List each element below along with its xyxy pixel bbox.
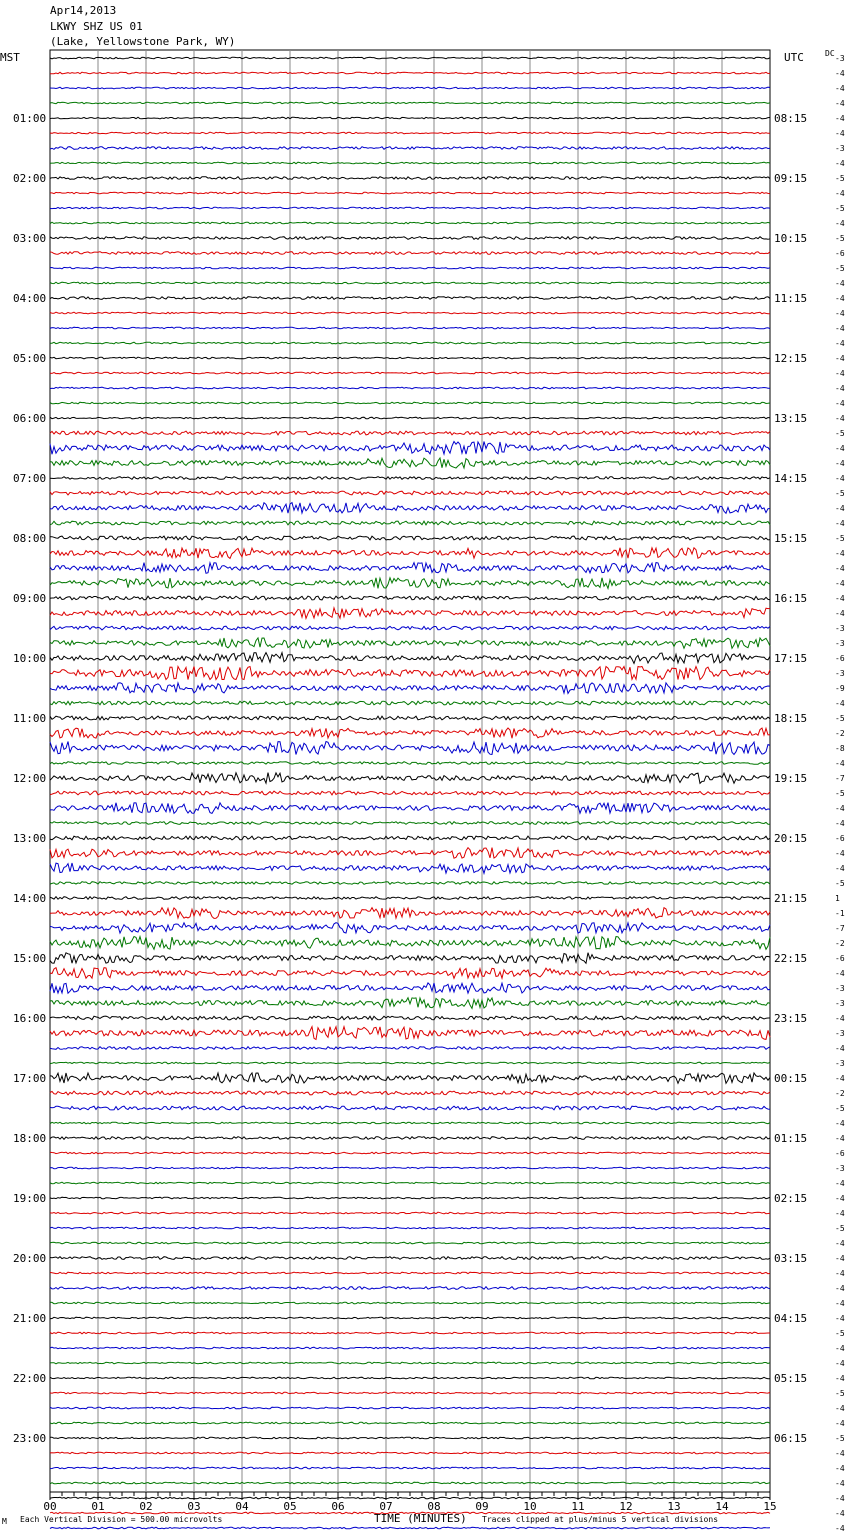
dc-offset-label: -4 <box>835 1134 845 1143</box>
dc-offset-label: -5 <box>835 714 845 723</box>
dc-offset-label: -4 <box>835 1044 845 1053</box>
seismic-trace <box>50 937 770 950</box>
dc-offset-label: -4 <box>835 369 845 378</box>
seismic-trace <box>50 822 770 825</box>
seismic-trace <box>50 762 770 765</box>
right-hour-label: 03:15 <box>774 1252 808 1265</box>
seismic-trace <box>50 1302 770 1304</box>
dc-offset-label: -4 <box>835 594 845 603</box>
left-hour-label: 13:00 <box>13 832 47 845</box>
dc-offset-label: -4 <box>835 1494 845 1503</box>
seismic-trace <box>50 1407 770 1409</box>
seismic-trace <box>50 222 770 224</box>
x-tick-label: 04 <box>235 1500 249 1513</box>
right-hour-label: 10:15 <box>774 232 808 245</box>
seismic-trace <box>50 1257 770 1260</box>
seismic-trace <box>50 548 770 559</box>
dc-offset-label: -3 <box>835 1029 845 1038</box>
left-hour-label: 11:00 <box>13 712 47 725</box>
right-hour-label: 14:15 <box>774 472 808 485</box>
right-hour-label: 11:15 <box>774 292 808 305</box>
seismic-trace <box>50 402 770 404</box>
x-tick-label: 11 <box>571 1500 585 1513</box>
seismic-trace <box>50 626 770 630</box>
right-hour-label: 18:15 <box>774 712 808 725</box>
x-tick-label: 13 <box>667 1500 681 1513</box>
right-hour-labels <box>774 112 807 1445</box>
dc-offset-label: -4 <box>835 384 845 393</box>
seismic-trace <box>50 1152 770 1154</box>
right-hour-label: 23:15 <box>774 1012 808 1025</box>
seismic-trace <box>50 578 770 589</box>
right-hour-label: 15:15 <box>774 532 808 545</box>
dc-offset-label: -3 <box>835 639 845 648</box>
dc-offset-label: -4 <box>835 189 845 198</box>
seismic-trace <box>50 908 770 919</box>
usgs-logo: M <box>2 1517 7 1526</box>
trace-group <box>50 57 770 1534</box>
plot-frame <box>50 50 770 1492</box>
right-hour-label: 01:15 <box>774 1132 808 1145</box>
seismic-trace <box>50 1287 770 1290</box>
dc-offset-label: -2 <box>835 1089 845 1098</box>
dc-offset-label: -9 <box>835 684 845 693</box>
x-tick-label: 01 <box>91 1500 105 1513</box>
seismic-trace <box>50 102 770 104</box>
seismic-trace <box>50 608 770 619</box>
seismic-trace <box>50 728 770 738</box>
seismic-trace <box>50 1422 770 1424</box>
seismic-trace <box>50 1137 770 1140</box>
dc-offset-label: -4 <box>835 1014 845 1023</box>
seismic-trace <box>50 477 770 480</box>
left-hour-label: 06:00 <box>13 412 47 425</box>
left-hour-label: 15:00 <box>13 952 47 965</box>
dc-offset-label: -4 <box>835 129 845 138</box>
right-timezone-label: UTC <box>784 51 804 64</box>
seismic-trace <box>50 791 770 795</box>
seismic-trace <box>50 683 770 694</box>
dc-offset-label: -4 <box>835 399 845 408</box>
plot-grid <box>50 50 770 1492</box>
dc-label: DC <box>825 49 835 58</box>
right-hour-label: 19:15 <box>774 772 808 785</box>
seismic-trace <box>50 1073 770 1083</box>
dc-offset-label: -4 <box>835 1194 845 1203</box>
seismic-trace <box>50 312 770 314</box>
dc-offset-label: -4 <box>835 309 845 318</box>
left-hour-label: 12:00 <box>13 772 47 785</box>
left-hour-label: 08:00 <box>13 532 47 545</box>
seismic-trace <box>50 267 770 269</box>
seismic-trace <box>50 342 770 344</box>
dc-offset-label: -2 <box>835 939 845 948</box>
seismic-trace <box>50 1197 770 1199</box>
dc-offset-label: -4 <box>835 1524 845 1533</box>
seismic-trace <box>50 1272 770 1274</box>
dc-offset-label: -4 <box>835 219 845 228</box>
dc-offset-label: -8 <box>835 744 845 753</box>
dc-offset-label: -5 <box>835 264 845 273</box>
dc-offset-label: -6 <box>835 954 845 963</box>
seismic-trace <box>50 1212 770 1214</box>
seismic-trace <box>50 417 770 419</box>
dc-offset-label: -5 <box>835 1224 845 1233</box>
x-tick-label: 03 <box>187 1500 201 1513</box>
seismic-trace <box>50 701 770 705</box>
seismic-trace <box>50 132 770 134</box>
dc-offset-label: -6 <box>835 1149 845 1158</box>
station-code: LKWY SHZ US 01 <box>50 20 143 33</box>
seismic-trace <box>50 387 770 389</box>
left-hour-label: 04:00 <box>13 292 47 305</box>
seismic-trace <box>50 1027 770 1040</box>
dc-offset-label: -4 <box>835 549 845 558</box>
dc-offset-label: -3 <box>835 984 845 993</box>
seismic-trace <box>50 117 770 119</box>
dc-offset-label: -4 <box>835 519 845 528</box>
dc-offset-label: -4 <box>835 1449 845 1458</box>
x-tick-label: 02 <box>139 1500 153 1513</box>
left-hour-label: 01:00 <box>13 112 47 125</box>
dc-offset-label: -4 <box>835 444 845 453</box>
dc-offset-label: -7 <box>835 774 845 783</box>
right-hour-label: 09:15 <box>774 172 808 185</box>
seismic-trace <box>50 297 770 300</box>
dc-offset-label: -2 <box>835 729 845 738</box>
dc-offset-label: -5 <box>835 789 845 798</box>
seismic-trace <box>50 1332 770 1334</box>
x-tick-label: 06 <box>331 1500 345 1513</box>
seismic-trace <box>50 803 770 814</box>
seismic-trace <box>50 87 770 89</box>
left-hour-labels <box>13 112 46 1445</box>
dc-offset-label: -5 <box>835 204 845 213</box>
dc-offset-label: -5 <box>835 174 845 183</box>
seismic-trace <box>50 716 770 720</box>
x-tick-label: 09 <box>475 1500 489 1513</box>
left-hour-label: 14:00 <box>13 892 47 905</box>
dc-offset-label: -1 <box>835 909 845 918</box>
left-hour-label: 07:00 <box>13 472 47 485</box>
dc-offset-label: -4 <box>835 819 845 828</box>
left-hour-label: 05:00 <box>13 352 47 365</box>
dc-offset-label: -6 <box>835 249 845 258</box>
seismic-trace <box>50 327 770 329</box>
dc-offset-label: -4 <box>835 414 845 423</box>
left-hour-label: 20:00 <box>13 1252 47 1265</box>
dc-offset-label: -4 <box>835 1344 845 1353</box>
seismic-trace <box>50 1377 770 1379</box>
seismic-trace <box>50 207 770 209</box>
dc-offset-label: -5 <box>835 1389 845 1398</box>
right-hour-label: 12:15 <box>774 352 808 365</box>
dc-offset-label: -4 <box>835 849 845 858</box>
left-hour-label: 22:00 <box>13 1372 47 1385</box>
dc-offset-label: -6 <box>835 654 845 663</box>
right-hour-label: 08:15 <box>774 112 808 125</box>
dc-offset-label: -5 <box>835 234 845 243</box>
dc-offset-label: -4 <box>835 1404 845 1413</box>
dc-offset-label: -4 <box>835 1254 845 1263</box>
left-hour-label: 23:00 <box>13 1432 47 1445</box>
right-hour-label: 16:15 <box>774 592 808 605</box>
station-location: (Lake, Yellowstone Park, WY) <box>50 35 236 48</box>
dc-offset-label: -4 <box>835 1359 845 1368</box>
seismic-trace <box>50 983 770 993</box>
x-axis-title: TIME (MINUTES) <box>374 1512 467 1525</box>
dc-offset-label: -4 <box>835 159 845 168</box>
dc-offset-label: -4 <box>835 1314 845 1323</box>
seismic-trace <box>50 1182 770 1184</box>
seismic-trace <box>50 1452 770 1454</box>
left-hour-label: 03:00 <box>13 232 47 245</box>
dc-offset-label: -4 <box>835 474 845 483</box>
right-hour-label: 13:15 <box>774 412 808 425</box>
dc-offset-label: -3 <box>835 999 845 1008</box>
seismic-trace <box>50 177 770 180</box>
dc-offset-label: -4 <box>835 1509 845 1518</box>
dc-offset-label: -4 <box>835 1179 845 1188</box>
seismic-trace <box>50 1467 770 1469</box>
seismic-trace <box>50 1497 770 1499</box>
dc-offset-label: 1 <box>835 894 840 903</box>
right-hour-label: 05:15 <box>774 1372 808 1385</box>
dc-offset-label: -4 <box>835 1284 845 1293</box>
seismic-trace <box>50 848 770 859</box>
x-tick-label: 15 <box>763 1500 777 1513</box>
right-hour-label: 00:15 <box>774 1072 808 1085</box>
seismic-trace <box>50 638 770 648</box>
dc-offset-label: -4 <box>835 579 845 588</box>
dc-offset-label: -4 <box>835 1299 845 1308</box>
seismic-trace <box>50 1106 770 1110</box>
seismic-trace <box>50 667 770 680</box>
dc-offset-label: -3 <box>835 1059 845 1068</box>
dc-offset-label: -4 <box>835 294 845 303</box>
dc-offset-label: -5 <box>835 1434 845 1443</box>
dc-offset-label: -4 <box>835 114 845 123</box>
dc-offset-label: -4 <box>835 1119 845 1128</box>
dc-offset-label: -4 <box>835 1374 845 1383</box>
seismic-trace <box>50 162 770 164</box>
seismic-trace <box>50 458 770 468</box>
dc-offset-label: -4 <box>835 1269 845 1278</box>
seismic-trace <box>50 1242 770 1244</box>
dc-offset-label: -4 <box>835 279 845 288</box>
seismic-trace <box>50 147 770 150</box>
dc-offset-label: -4 <box>835 699 845 708</box>
dc-offset-label: -4 <box>835 459 845 468</box>
seismic-trace <box>50 1227 770 1229</box>
seismic-trace <box>50 357 770 359</box>
seismic-trace <box>50 836 770 840</box>
seismic-trace <box>50 372 770 374</box>
dc-offset-label: -4 <box>835 1239 845 1248</box>
x-tick-label: 05 <box>283 1500 297 1513</box>
right-hour-label: 06:15 <box>774 1432 808 1445</box>
seismic-trace <box>50 563 770 574</box>
seismic-trace <box>50 968 770 979</box>
dc-offset-label: -4 <box>835 339 845 348</box>
seismic-trace <box>50 953 770 964</box>
seismic-trace <box>50 923 770 933</box>
right-hour-label: 20:15 <box>774 832 808 845</box>
dc-offset-label: -5 <box>835 1104 845 1113</box>
right-hour-label: 17:15 <box>774 652 808 665</box>
dc-offset-label: -5 <box>835 429 845 438</box>
left-hour-label: 19:00 <box>13 1192 47 1205</box>
seismic-trace <box>50 882 770 885</box>
seismic-trace <box>50 1527 770 1529</box>
x-tick-label: 10 <box>523 1500 537 1513</box>
dc-offset-label: -4 <box>835 1074 845 1083</box>
dc-offset-label: -3 <box>835 54 845 63</box>
x-tick-label: 12 <box>619 1500 633 1513</box>
seismic-trace <box>50 1347 770 1349</box>
seismic-trace <box>50 72 770 74</box>
left-hour-label: 09:00 <box>13 592 47 605</box>
seismic-trace <box>50 503 770 514</box>
seismic-trace <box>50 282 770 284</box>
dc-offset-label: -4 <box>835 354 845 363</box>
left-hour-label: 18:00 <box>13 1132 47 1145</box>
seismic-trace <box>50 1167 770 1169</box>
right-hour-label: 04:15 <box>774 1312 808 1325</box>
left-hour-label: 21:00 <box>13 1312 47 1325</box>
dc-offset-labels <box>835 54 845 1534</box>
x-tick-label: 14 <box>715 1500 729 1513</box>
seismic-trace <box>50 1362 770 1364</box>
seismic-trace <box>50 1437 770 1439</box>
left-timezone-label: MST <box>0 51 20 64</box>
dc-offset-label: -5 <box>835 1329 845 1338</box>
clip-note: Traces clipped at plus/minus 5 vertical divisions <box>482 1515 719 1524</box>
left-hour-label: 02:00 <box>13 172 47 185</box>
dc-offset-label: -4 <box>835 864 845 873</box>
plot-date: Apr14,2013 <box>50 4 117 17</box>
seismic-trace <box>50 442 770 455</box>
seismic-trace <box>50 1091 770 1095</box>
seismic-trace <box>50 431 770 435</box>
seismic-trace <box>50 536 770 540</box>
dc-offset-label: -4 <box>835 504 845 513</box>
dc-offset-label: -4 <box>835 84 845 93</box>
dc-offset-label: -3 <box>835 669 845 678</box>
dc-offset-label: -4 <box>835 324 845 333</box>
x-tick-label: 00 <box>43 1500 57 1513</box>
dc-offset-label: -4 <box>835 99 845 108</box>
dc-offset-label: -4 <box>835 564 845 573</box>
seismic-trace <box>50 863 770 873</box>
dc-offset-label: -4 <box>835 1209 845 1218</box>
seismic-trace <box>50 1047 770 1050</box>
seismic-trace <box>50 237 770 240</box>
dc-offset-label: -4 <box>835 1479 845 1488</box>
left-hour-label: 17:00 <box>13 1072 47 1085</box>
dc-offset-label: -7 <box>835 924 845 933</box>
seismic-trace <box>50 1062 770 1064</box>
seismic-trace <box>50 57 770 59</box>
dc-offset-label: -6 <box>835 834 845 843</box>
dc-offset-label: -4 <box>835 969 845 978</box>
seismic-trace <box>50 773 770 784</box>
dc-offset-label: -5 <box>835 489 845 498</box>
seismic-trace <box>50 521 770 525</box>
seismic-trace <box>50 491 770 495</box>
seismic-trace <box>50 1016 770 1020</box>
left-hour-label: 10:00 <box>13 652 47 665</box>
x-axis <box>43 1492 776 1513</box>
seismic-trace <box>50 192 770 194</box>
seismic-trace <box>50 1122 770 1124</box>
dc-offset-label: -4 <box>835 69 845 78</box>
x-tick-label: 08 <box>427 1500 441 1513</box>
seismic-trace <box>50 1392 770 1394</box>
right-hour-label: 21:15 <box>774 892 808 905</box>
seismic-trace <box>50 742 770 755</box>
seismic-trace <box>50 1482 770 1484</box>
seismic-trace <box>50 1317 770 1319</box>
seismic-trace <box>50 998 770 1009</box>
seismic-trace <box>50 897 770 900</box>
seismic-trace <box>50 596 770 600</box>
x-tick-label: 07 <box>379 1500 393 1513</box>
scale-note: Each Vertical Division = 500.00 microvolts <box>20 1515 223 1524</box>
dc-offset-label: -3 <box>835 144 845 153</box>
dc-offset-label: -3 <box>835 1164 845 1173</box>
right-hour-label: 22:15 <box>774 952 808 965</box>
dc-offset-label: -5 <box>835 534 845 543</box>
dc-offset-label: -5 <box>835 879 845 888</box>
left-hour-label: 16:00 <box>13 1012 47 1025</box>
right-hour-label: 02:15 <box>774 1192 808 1205</box>
dc-offset-label: -4 <box>835 1419 845 1428</box>
dc-offset-label: -4 <box>835 609 845 618</box>
seismic-trace <box>50 653 770 664</box>
seismic-trace <box>50 252 770 255</box>
dc-offset-label: -3 <box>835 624 845 633</box>
dc-offset-label: -4 <box>835 759 845 768</box>
dc-offset-label: -4 <box>835 804 845 813</box>
dc-offset-label: -4 <box>835 1464 845 1473</box>
